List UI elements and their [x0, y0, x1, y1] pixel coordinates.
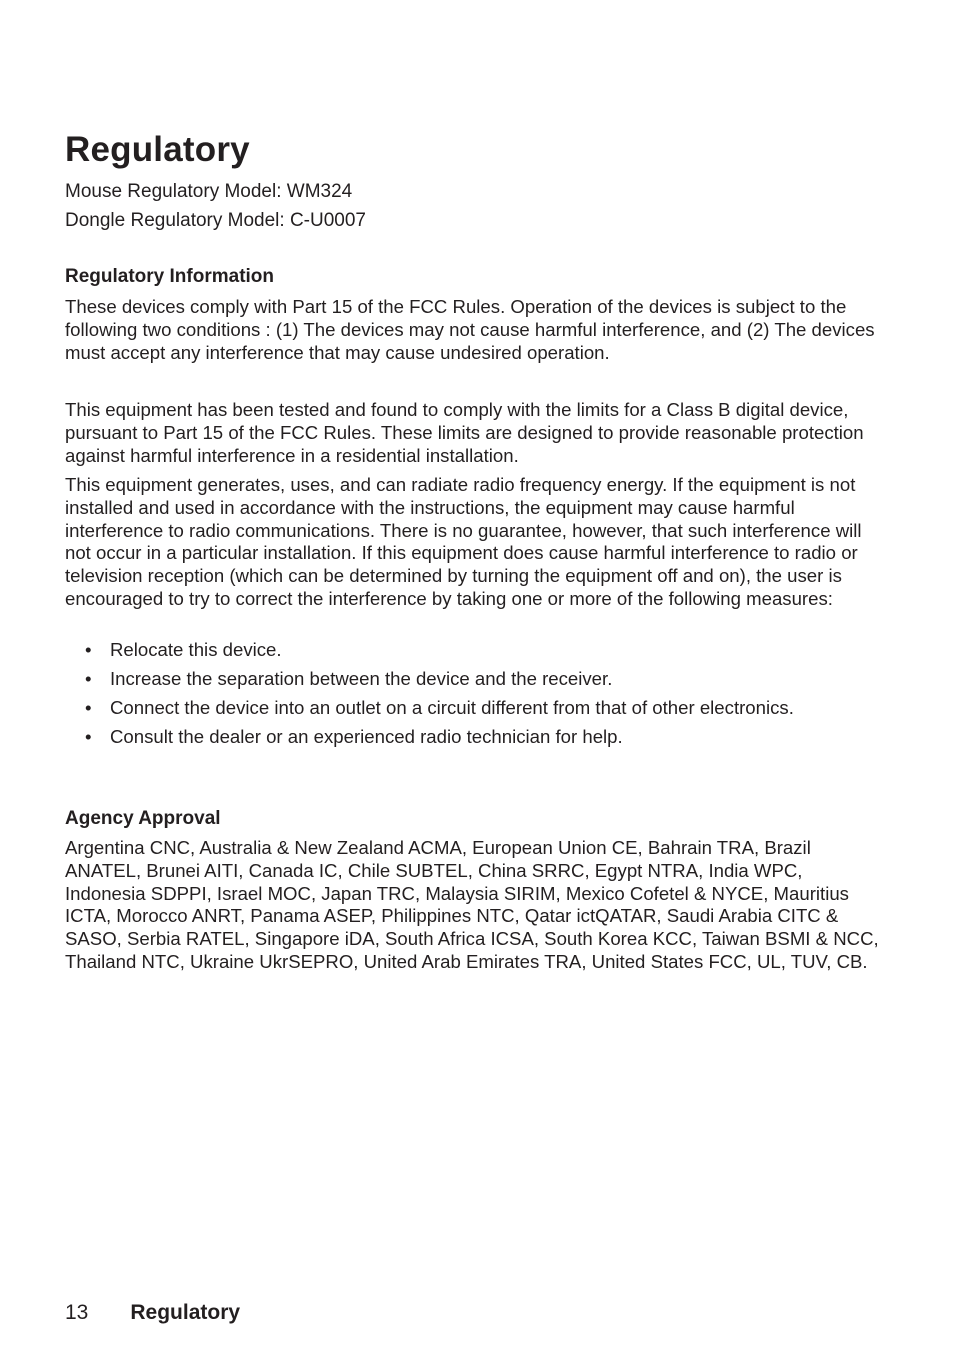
list-item [65, 639, 887, 662]
list-item-text: Consult the dealer or an experienced radio technician for help. [110, 725, 623, 747]
bullet-icon: • [85, 667, 92, 689]
list-item-text: Connect the device into an outlet on a circuit different from that of other electronics. [110, 696, 794, 718]
fcc-compliance-paragraph: These devices comply with Part 15 of the FCC Rules. Operation of the devices is subject to the following two conditions : (1) The devices may not cause harmful interference, and (2) The devices must accept any interference that may cause undesired operation. [65, 296, 875, 363]
interference-paragraph: This equipment generates, uses, and can radiate radio frequency energy. If the equipment is not installed and used in accordance with the instructions, the equipment may cause harmful interference to radio communications. There is no guarantee, however, that such interference will not occur in a particular installation. If this equipment does cause harmful interference to radio or television reception (which can be determined by turning the equipment off and on), the user is encouraged to try to correct the interference by taking one or more of the following measures: [65, 474, 862, 609]
regulatory-info-heading: Regulatory Information [65, 266, 275, 287]
list-item [65, 697, 887, 720]
measures-list [65, 639, 887, 755]
page-number: 13 [65, 1301, 89, 1324]
agency-approval-heading: Agency Approval [65, 808, 221, 829]
list-item-text: Increase the separation between the device and the receiver. [110, 667, 613, 689]
agency-approval-text: Argentina CNC, Australia & New Zealand ACMA, European Union CE, Bahrain TRA, Brazil ANATEL, Brunei AITI, Canada IC, Chile SUBTEL, China SRRC, Egypt NTRA, India WPC, Indonesia SDPPI, Israel MOC, Japan TRC, Malaysia SIRIM, Mexico Cofetel & NYCE, Mauritius ICTA, Morocco ANRT, Panama ASEP, Philippines NTC, Qatar ictQATAR, Saudi Arabia CITC & SASO, Serbia RATEL, Singapore iDA, South Africa ICSA, South Korea KCC, Taiwan BSMI & NCC, Thailand NTC, Ukraine UkrSEPRO, United Arab Emirates TRA, United States FCC, UL, TUV, CB. [65, 837, 879, 972]
dongle-model-text: Dongle Regulatory Model: C-U0007 [65, 210, 366, 231]
page-footer [65, 1299, 240, 1327]
list-item-text: Relocate this device. [110, 639, 282, 660]
list-item [65, 726, 887, 749]
class-b-paragraph: This equipment has been tested and found to comply with the limits for a Class B digital device, pursuant to Part 15 of the FCC Rules. These limits are designed to provide reasonable protection against harmful interference in a residential installation. [65, 399, 864, 466]
list-item [65, 668, 887, 691]
mouse-model-text: Mouse Regulatory Model: WM324 [65, 181, 353, 202]
page-title: Regulatory [65, 130, 250, 169]
bullet-icon: • [85, 696, 92, 718]
model-info [65, 177, 366, 235]
bullet-icon: • [85, 639, 92, 660]
footer-section-title: Regulatory [130, 1301, 241, 1324]
bullet-icon: • [85, 725, 92, 747]
